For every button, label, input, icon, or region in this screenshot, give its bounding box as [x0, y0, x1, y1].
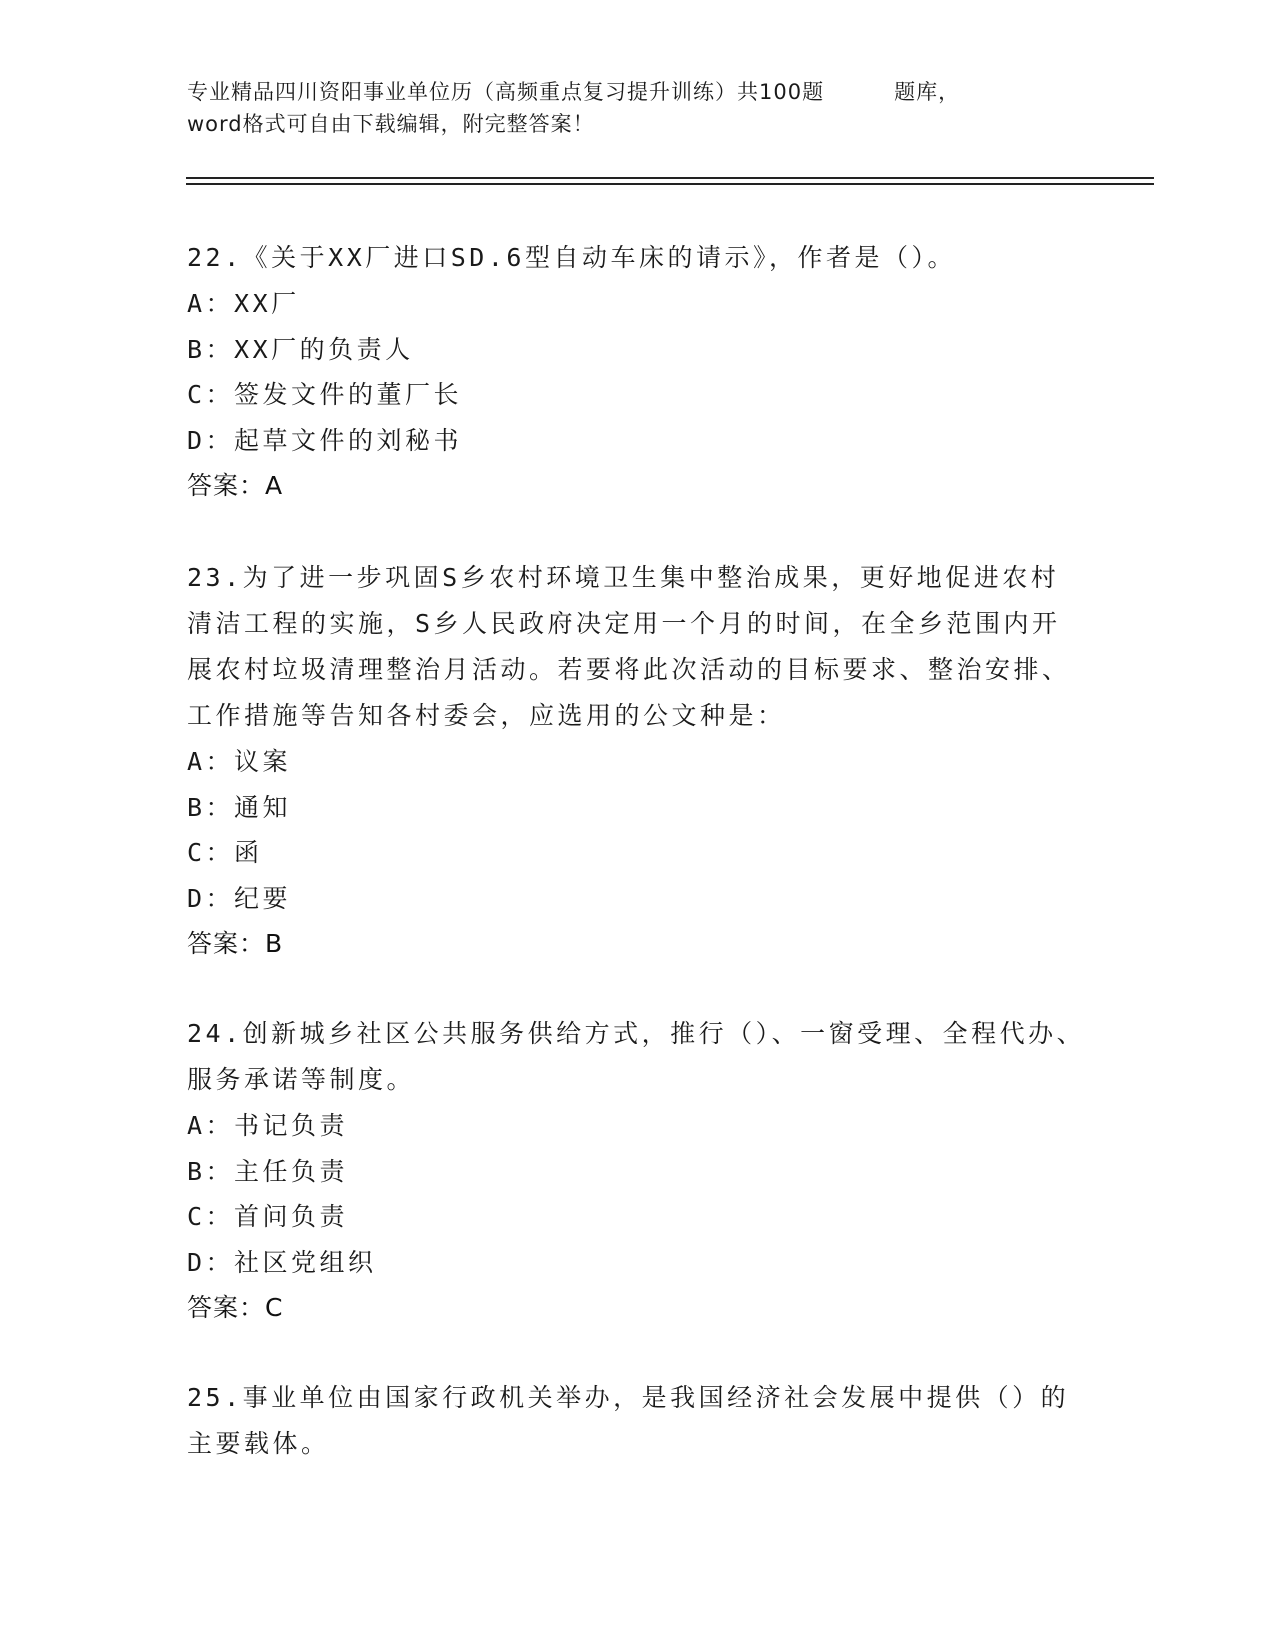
question-25 — [187, 1375, 1087, 1467]
option-c: C：首问负责 — [187, 1202, 349, 1231]
option-d: D：纪要 — [187, 883, 292, 913]
option-c: C：函 — [187, 838, 263, 867]
option-d: D：社区党组织 — [187, 1247, 377, 1277]
answer: 答案：A — [187, 471, 284, 500]
option-d: D：起草文件的刘秘书 — [187, 425, 463, 455]
option-a: A：议案 — [187, 747, 292, 776]
answer: 答案：B — [187, 929, 284, 958]
header-title-suffix: 题库， — [894, 80, 961, 104]
question-24 — [187, 1011, 1087, 1330]
question-text: 24.创新城乡社区公共服务供给方式，推行（）、一窗受理、全程代办、服务承诺等制度。 — [187, 1019, 1086, 1094]
question-text: 22.《关于XX厂进口SD.6型自动车床的请示》，作者是（）。 — [187, 243, 956, 272]
option-b: B：XX厂的负责人 — [187, 334, 414, 364]
page-header — [187, 76, 1087, 140]
option-b: B：通知 — [187, 792, 292, 822]
option-c: C：签发文件的董厂长 — [187, 380, 463, 409]
header-line-1 — [187, 76, 1087, 108]
header-title: 专业精品四川资阳事业单位历（高频重点复习提升训练）共100题 — [187, 80, 825, 104]
question-22 — [187, 235, 1087, 508]
option-b: B：主任负责 — [187, 1156, 349, 1186]
option-a: A：书记负责 — [187, 1111, 349, 1140]
question-text: 25.事业单位由国家行政机关举办，是我国经济社会发展中提供（）的主要载体。 — [187, 1383, 1070, 1458]
answer: 答案：C — [187, 1293, 284, 1322]
option-a: A：XX厂 — [187, 289, 300, 318]
question-23 — [187, 555, 1087, 966]
header-divider-bottom — [186, 183, 1154, 185]
header-subtitle: word格式可自由下载编辑，附完整答案！ — [187, 112, 595, 136]
question-text: 23.为了进一步巩固S乡农村环境卫生集中整治成果，更好地促进农村清洁工程的实施，S乡人民政府决定用一个月的时间，在全乡范围内开展农村垃圾清理整治月活动。若要将此次活动的目标要求、整治安排、工作措施等告知各村委会，应选用的公文种是： — [187, 563, 1071, 730]
header-divider-top — [186, 177, 1154, 179]
